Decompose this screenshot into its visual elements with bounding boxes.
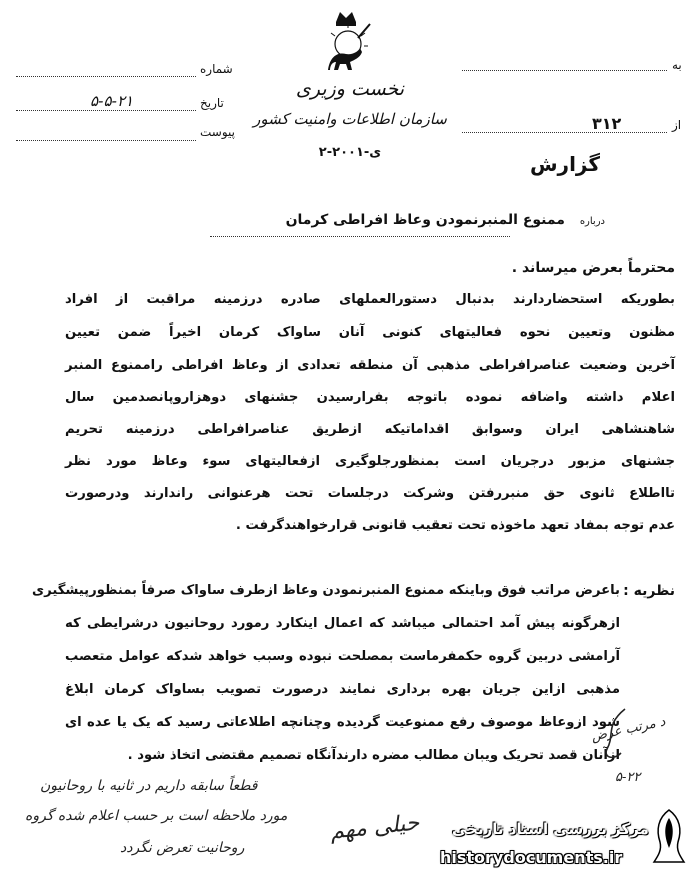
side-signature-icon — [595, 705, 635, 765]
date-dotted-line — [16, 110, 196, 111]
date-label: تاریخ — [200, 96, 224, 110]
reference-code: ی-۲۰۰۱-۲ — [318, 145, 382, 160]
opinion-line: ازآنان قصد تحریک ویبان مطالب مضره دارندآنگاه تصمیم مقتضی اتخاذ شود . — [127, 748, 620, 763]
salutation: محترماً بعرض میرساند . — [511, 260, 675, 276]
number-label: شماره — [200, 62, 233, 76]
number-dotted-line — [16, 76, 196, 77]
handwritten-signature: حیلی مهم — [328, 810, 421, 845]
watermark-text: مرکز بررسی اسناد تاریخی — [452, 820, 649, 838]
opinion-line: باعرض مراتب فوق وباینکه ممنوع المنبرنمودن وعاظ ازطرف ساواک صرفاً بمنظورپیشگیری — [32, 583, 620, 598]
date-value: ۵-۵-۲۱ — [90, 92, 134, 110]
opinion-line: مذهبی ازاین جریان بهره برداری نمایند درصورت تصویب بساواک کرمان ابلاغ — [65, 682, 620, 697]
body-line: آخرین وضعیت عناصرافراطی مذهبی آن منطقه تعدادی از وعاظ افراطی راممنوع المنبر — [65, 358, 675, 373]
body-line: مظنون وتعیین نحوه فعالیتهای کنونی آنان ساواک کرمان اخیراً ضمن تعیین — [65, 325, 675, 340]
handwritten-side-date: ۵-۲۲ — [615, 770, 641, 785]
handwritten-side-note: د مرتب عرض — [590, 714, 667, 745]
opinion-label: نظریه : — [623, 583, 675, 599]
attachment-dotted-line — [16, 140, 196, 141]
report-title: گزارش — [529, 152, 600, 176]
handwritten-note-line: مورد ملاحظه است بر حسب اعلام شده گروه — [25, 808, 288, 824]
attachment-label: پیوست — [200, 125, 235, 139]
handwritten-note-line: قطعاً سابقه داریم در ثانیه با روحانیون — [40, 778, 258, 794]
to-dotted-line — [462, 70, 667, 71]
lion-and-sun-emblem-icon — [318, 8, 374, 78]
opinion-line: ازهرگونه پیش آمد احتمالی میباشد که اعمال اینکارد رمورد روحانیون درشرایطی که — [65, 616, 620, 631]
body-line: جشنهای مزبور درجریان است بمنظورجلوگیری ازفعالیتهای سوء وعاظ مورد نظر — [65, 454, 675, 469]
handwritten-note-line: روحانیت تعرض نگردد — [120, 840, 245, 856]
from-dotted-line — [462, 132, 667, 133]
body-line: اعلام داشته واضافه نموده باتوجه بفرارسیدن جشنهای دوهزاروپانصدمین سال — [65, 390, 675, 405]
body-line: تااطلاع ثانوی حق منبررفتن وشرکت درجلسات تحت هرعنوانی راندارند ودرصورت — [65, 486, 675, 501]
from-label: از — [672, 118, 682, 132]
opinion-line: شود ازوعاظ موصوف رفع ممنوعیت گردیده وچنانچه اطلاعاتی رسید که یک یا عده ای — [65, 715, 620, 730]
subject-dotted-line — [210, 236, 510, 237]
body-line: عدم توجه بمفاد تعهد ماخوذه تحت تعقیب قانونی قرارخواهندگرفت . — [235, 518, 675, 533]
watermark-url: historydocuments.ir — [440, 848, 623, 867]
subject-label: درباره — [579, 216, 605, 227]
ministry-name: نخست وزیری — [295, 78, 405, 100]
body-line: شاهنشاهی ایران وسوابق اقداماتیکه ازطریق عناصرافراطی درزمینه تحریم — [65, 422, 675, 437]
from-value: ۳۱۲ — [592, 114, 622, 133]
subject-row — [105, 212, 605, 228]
organization-name: سازمان اطلاعات وامنیت کشور — [253, 110, 447, 128]
subject-value: ممنوع المنبرنمودن وعاظ افراطی کرمان — [285, 212, 565, 228]
to-label: به — [672, 58, 682, 72]
opinion-line: آرامشی دربین گروه حکمفرماست بمصلحت نبوده وسبب خواهد شدکه عوامل متعصب — [65, 649, 620, 664]
body-line: بطوریکه استحضاردارند بدنبال دستورالعملهای صادره درزمینه مراقبت از افراد — [65, 292, 675, 307]
watermark-logo-icon — [650, 808, 688, 864]
